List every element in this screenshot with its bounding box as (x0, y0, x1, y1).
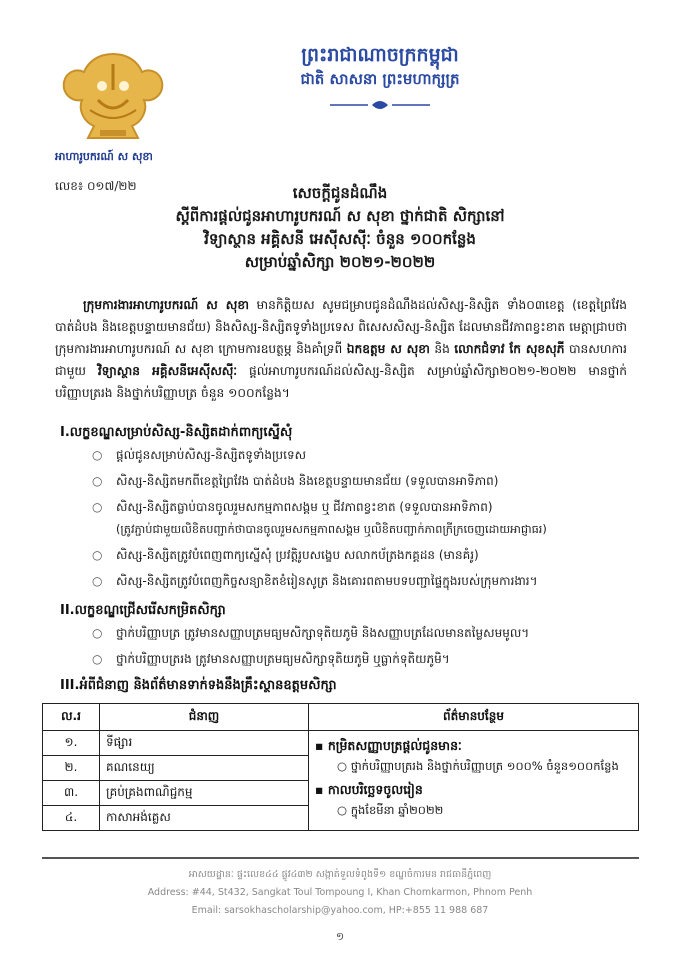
intro-paragraph: ក្រុមការងារអាហារូបករណ៍ ស សុខា មានកិត្តិយស សូមជម្រាបជូនដំណឹងដល់សិស្ស-និស្សិត ទាំង០៣ខេត្ត (ខេត្តព្រៃវែង បាត់ដំបង និងខេត្តបន្ទាយមានជ័យ) និងសិស្ស-និស្សិតទូទាំងប្រទេស ពិសេសសិស្ស-និស្សិត ដែលមានជីវភាពខ្វះខាត មេត្តាជ្រាបថា ក្រុមការងារអាហារូបករណ៍ ស សុខា ក្រោមការឧបត្ថម្ភ និងគាំទ្រពី ឯកឧត្តម ស សុខា និង លោកជំទាវ កែ សុខសុភី បានសហការជាមួយ វិទ្យាស្ថាន អគ្គិសនីអេស៊ីសស៊ីៈ ផ្តល់អាហារូបករណ៍ដល់សិស្ស-និស្សិត សម្រាប់ឆ្នាំសិក្សា២០២១-២០២២ មានថ្នាក់បរិញ្ញាបត្ររង និងថ្នាក់បរិញ្ញាបត្រ ចំនួន ១០០កន្លែង។ (55, 298, 627, 400)
header-skill: ជំនាញ (100, 704, 309, 731)
reference-number: លេខ៖ ០១៧/២២ (55, 179, 137, 193)
footer-address-khmer: អាសយដ្ឋានៈ ផ្ទះលេខ៤៤ ផ្លូវ៤៣២ សង្កាត់ទួលទំពូងទី១ ខណ្ឌចំការមន រាជធានីភ្នំពេញ (188, 869, 492, 880)
ornament-divider-icon (328, 98, 432, 112)
footer-address-english: Address: #44, St432, Sangkat Toul Tompoung I, Khan Chomkarmon, Phnom Penh (147, 887, 533, 898)
footer-contact: Email: sarsokhascholarship@yahoo.com, HP:+855 11 988 687 (191, 905, 489, 916)
table-row: ៤. កាសាអង់គ្លេស (43, 806, 639, 831)
announcement-title: សេចក្តីជូនដំណឹង (292, 184, 388, 202)
circle-bullet-icon: ○ (92, 626, 103, 640)
section-3-title: III.អំពីជំនាញ និងព័ត៌មានទាក់ទងនឹងគ្រឹះស្ថានឧត្តមសិក្សា (60, 678, 337, 693)
page-number: ១ (335, 930, 345, 943)
circle-bullet-icon: ○ (92, 574, 103, 588)
team-name: ក្រុមការងារអាហារូបករណ៍ ស សុខា (83, 298, 249, 312)
header-number: ល.រ (43, 704, 100, 731)
golden-elephant-emblem-icon (58, 50, 168, 142)
announcement-institute: វិទ្យាស្ថាន អគ្គិសនី អេស៊ីសស៊ីៈ ចំនួន ១០០កន្លែង (204, 230, 476, 248)
organization-caption: អាហារូបករណ៍ ស សុខា (55, 150, 153, 163)
list-item: ○ ថ្នាក់បរិញ្ញាបត្រ ត្រូវមានសញ្ញាបត្រមធ្យមសិក្សាទុតិយភូមិ និងសញ្ញាបត្រដែលមានតម្លៃសមមូល។ (92, 624, 632, 643)
degree-levels-item: ○ ថ្នាក់បរិញ្ញាបត្ររង និងថ្នាក់បរិញ្ញាបត្រ ១០០% ចំនួន១០០កន្លែង (337, 759, 619, 773)
circle-bullet-icon: ○ (92, 652, 103, 666)
list-item: ○ សិស្ស-និស្សិតត្រូវបំពេញកិច្ចសន្យាខិតខំរៀនសូត្រ និងគោរពតាមបទបញ្ជាផ្ទៃក្នុងរបស់ក្រុមការងារ។ (92, 572, 632, 591)
section-1-title: I.លក្ខខណ្ឌសម្រាប់សិស្ស-និស្សិតដាក់ពាក្យស្នើសុំ (60, 425, 293, 440)
table-row: ២. គណនេយ្យ (43, 756, 639, 781)
table-header-row (43, 704, 639, 731)
kingdom-heading: ព្រះរាជាណាចក្រកម្ពុជា (301, 44, 459, 66)
footer-divider (42, 857, 639, 859)
skills-table (42, 703, 639, 831)
start-date-heading: ▪ កាលបរិច្ឆេទចូលរៀន (315, 782, 423, 797)
announcement-subtitle: ស្តីពីការផ្តល់ជូនអាហារូបករណ៍ ស សុខា ថ្នាក់ជាតិ សិក្សានៅ (175, 207, 505, 225)
list-item: ○ ផ្តល់ជូនសម្រាប់សិស្ស-និស្សិតទូទាំងប្រទេស (92, 446, 632, 465)
table-row: ១. ទីផ្សារ ▪ កម្រិតសញ្ញាបត្រផ្តល់ជូនមានៈ ○ ថ្នាក់បរិញ្ញាបត្ររង និងថ្នាក់បរិញ្ញាបត្រ ១០០% ចំនួន១០០កន្លែង ▪ កាលបរិច្ឆេទចូលរៀន ○ ក្នុងខែមីនា ឆ្នាំ២០២២ (43, 731, 639, 756)
national-motto: ជាតិ សាសនា ព្រះមហាក្សត្រ (300, 70, 460, 88)
table-row: ៣. គ្រប់គ្រងពាណិជ្ជកម្ម (43, 781, 639, 806)
circle-bullet-icon: ○ (92, 500, 103, 514)
degree-levels-heading: ▪ កម្រិតសញ្ញាបត្រផ្តល់ជូនមានៈ (315, 738, 462, 753)
list-item: ○ សិស្ស-និស្សិតធ្លាប់បានចូលរួមសកម្មភាពសង្គម ឬ ជីវភាពខ្វះខាត (ទទួលបានអាទិភាព) (92, 498, 632, 517)
list-item: ○ សិស្ស-និស្សិតត្រូវបំពេញពាក្យស្នើសុំ ប្រវត្តិរូបសង្ខេប សលាកប័ត្រងកគ្គដន (មានគំរូ) (92, 546, 632, 565)
header-info: ព័ត៌មានបន្ថែម (309, 704, 639, 731)
announcement-academic-year: សម្រាប់ឆ្នាំសិក្សា ២០២១-២០២២ (244, 253, 436, 271)
section-1-note: (ត្រូវភ្ជាប់ជាមួយលិខិតបញ្ជាក់ថាបានចូលរួមសកម្មភាពសង្គម ឬលិខិតបញ្ជាក់ភាពក្រីក្រចេញដោយអាជ្ញាធរ) (116, 523, 547, 536)
institute-name: វិទ្យាស្ថាន អគ្គិសនីអេស៊ីសស៊ីៈ (97, 364, 238, 378)
circle-bullet-icon: ○ (92, 548, 103, 562)
circle-bullet-icon: ○ (92, 448, 103, 462)
additional-info-cell (309, 731, 639, 831)
list-item: ○ សិស្ស-និស្សិតមកពីខេត្តព្រៃវែង បាត់ដំបង និងខេត្តបន្ទាយមានជ័យ (ទទួលបានអាទិភាព) (92, 472, 632, 491)
sponsor-name-1: ឯកឧត្តម ស សុខា (346, 342, 430, 356)
sponsor-name-2: លោកជំទាវ កែ សុខសុភី (454, 342, 565, 356)
list-item: ○ ថ្នាក់បរិញ្ញាបត្ររង ត្រូវមានសញ្ញាបត្រមធ្យមសិក្សាទុតិយភូមិ ឬធ្លាក់ទុតិយភូមិ។ (92, 650, 632, 669)
section-2-title: II.លក្ខខណ្ឌជ្រើសរើសកម្រិតសិក្សា (60, 603, 226, 618)
start-date-item: ○ ក្នុងខែមីនា ឆ្នាំ២០២២ (337, 803, 444, 817)
circle-bullet-icon: ○ (92, 474, 103, 488)
